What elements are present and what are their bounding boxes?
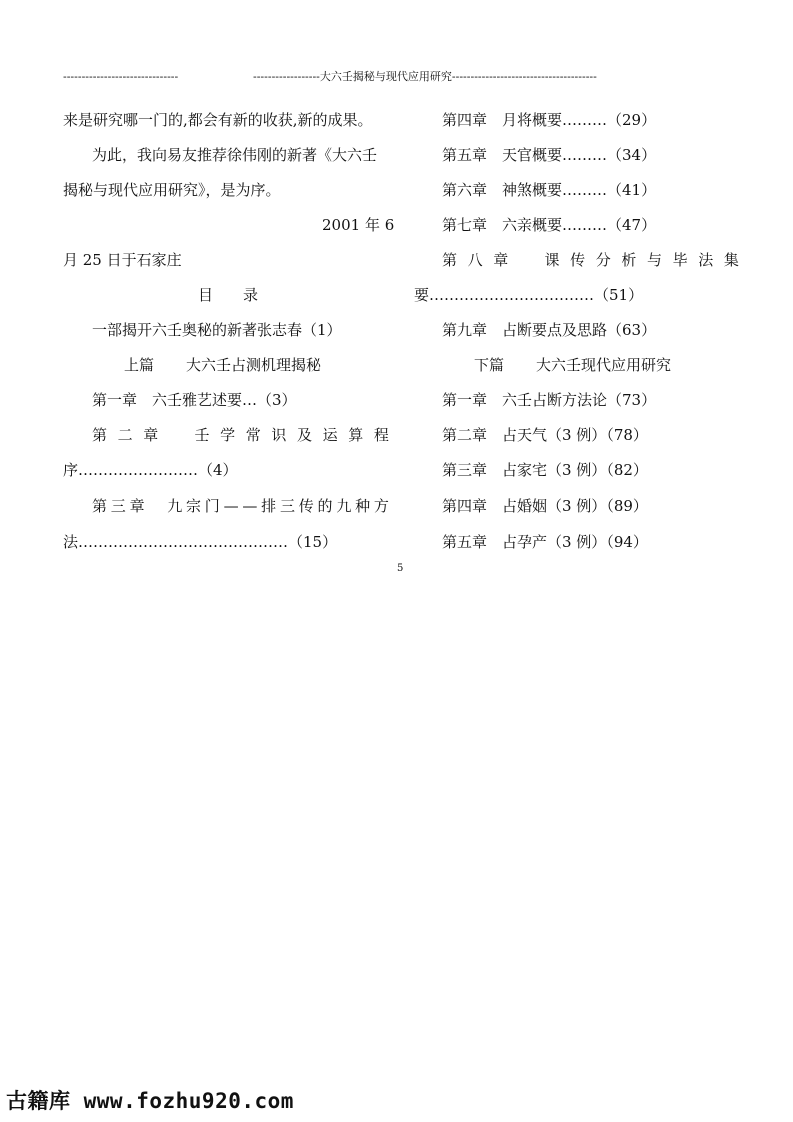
toc-entry-ch2: 第 二 章 壬 学 常 识 及 运 算 程 xyxy=(92,426,389,444)
toc-entry-part2-ch1: 第一章 六壬占断方法论（73） xyxy=(442,391,657,409)
toc-entry-ch9: 第九章 占断要点及思路（63） xyxy=(442,321,657,339)
toc-entry-ch8: 第 八 章 课 传 分 析 与 毕 法 集 xyxy=(442,251,739,269)
toc-entry-ch3-cont: 法……………………………………（15） xyxy=(63,533,338,551)
intro-line-3: 揭秘与现代应用研究》，是为序。 xyxy=(63,181,281,199)
toc-entry-ch1: 第一章 六壬雅艺述要…（3） xyxy=(92,391,297,409)
header-book-title: ------------------大六壬揭秘与现代应用研究--------------------------------------- xyxy=(253,70,597,83)
site-watermark: 古籍库 www.fozhu920.com xyxy=(6,1089,294,1113)
toc-title-char-1: 目 xyxy=(198,286,214,304)
preface-date-line-2: 月 25 日于石家庄 xyxy=(63,251,182,269)
toc-entry-ch6: 第六章 神煞概要………（41） xyxy=(442,181,657,199)
toc-entry-ch3: 第 三 章 九 宗 门 — — 排 三 传 的 九 种 方 xyxy=(92,497,389,515)
header-dashes-left: ------------------------------- xyxy=(63,70,179,83)
intro-line-2: 为此，我向易友推荐徐伟刚的新著《大六壬 xyxy=(92,146,378,164)
toc-entry-ch4: 第四章 月将概要………（29） xyxy=(442,111,657,129)
preface-date-line-1: 2001 年 6 xyxy=(322,216,395,234)
toc-entry-ch8-cont: 要……………………………（51） xyxy=(414,286,644,304)
toc-entry-ch7: 第七章 六亲概要………（47） xyxy=(442,216,657,234)
toc-entry-ch5: 第五章 天官概要………（34） xyxy=(442,146,657,164)
toc-entry-part2-ch3: 第三章 占家宅（3 例）（82） xyxy=(442,461,648,479)
intro-line-1: 来是研究哪一门的,都会有新的收获,新的成果。 xyxy=(63,111,373,129)
toc-entry-part2-ch5: 第五章 占孕产（3 例）（94） xyxy=(442,533,648,551)
part1-label: 上篇 xyxy=(124,356,155,374)
page-number: 5 xyxy=(397,563,404,574)
toc-title-char-2: 录 xyxy=(243,286,259,304)
part2-title: 大六壬现代应用研究 xyxy=(536,356,672,374)
part1-title: 大六壬占测机理揭秘 xyxy=(186,356,322,374)
toc-entry-intro: 一部揭开六壬奥秘的新著张志春（1） xyxy=(92,321,342,339)
toc-entry-part2-ch2: 第二章 占天气（3 例）（78） xyxy=(442,426,648,444)
toc-entry-ch2-cont: 序……………………（4） xyxy=(63,461,238,479)
part2-label: 下篇 xyxy=(474,356,505,374)
toc-entry-part2-ch4: 第四章 占婚姻（3 例）（89） xyxy=(442,497,648,515)
